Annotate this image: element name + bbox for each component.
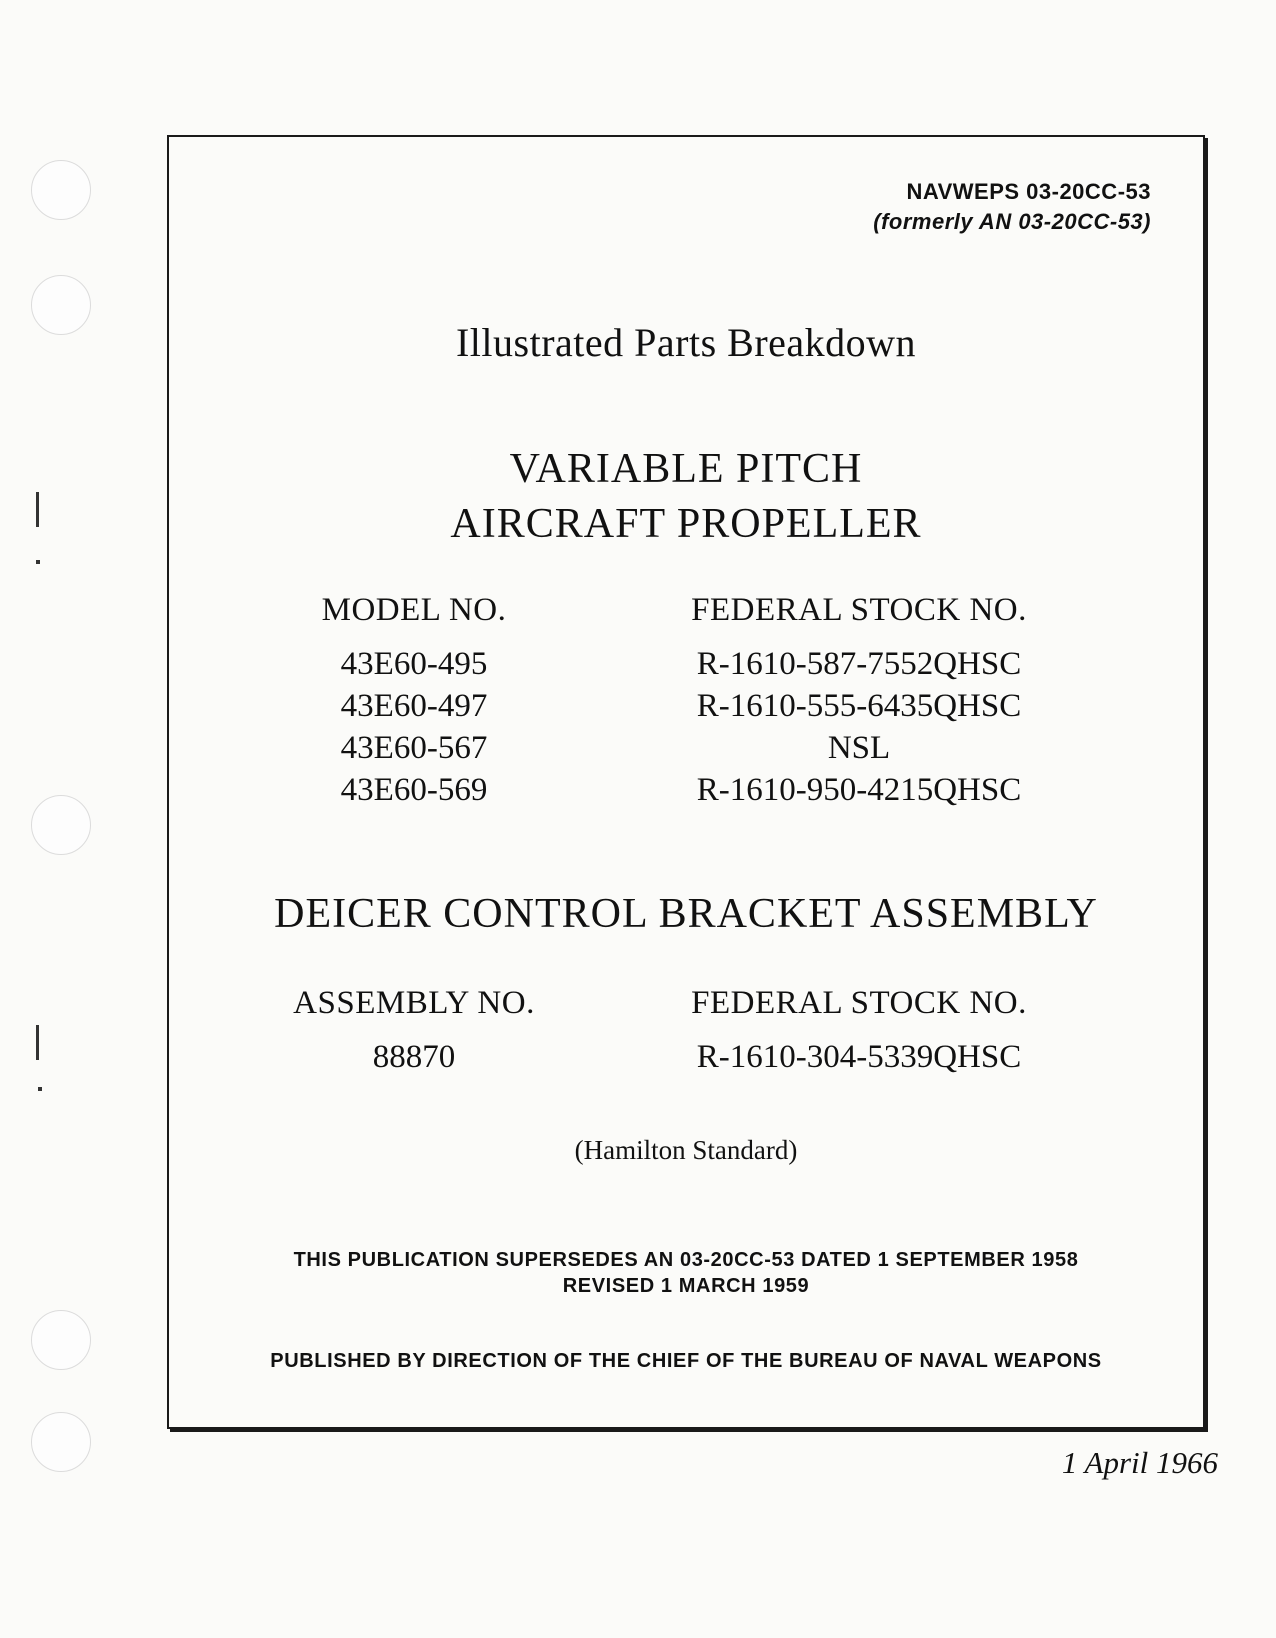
title-page-frame (167, 135, 1205, 1429)
federal-stock-header: FEDERAL STOCK NO. (691, 592, 1027, 628)
formerly-number: (formerly AN 03-20CC-53) (873, 209, 1151, 234)
supersedes-notice (169, 1247, 1203, 1299)
federal-stock-column (629, 589, 1089, 811)
product-title-line2: AIRCRAFT PROPELLER (450, 501, 922, 547)
assembly-stock-header: FEDERAL STOCK NO. (691, 985, 1027, 1021)
model-number: 43E60-495 (340, 646, 488, 682)
issue-date: 1 April 1966 (1061, 1445, 1218, 1480)
manufacturer: (Hamilton Standard) (574, 1135, 798, 1165)
assembly-stock-column (629, 982, 1089, 1078)
assembly-stock-number: R-1610-304-5339QHSC (696, 1039, 1022, 1075)
binder-hole (31, 1412, 91, 1472)
product-title-line1: VARIABLE PITCH (509, 446, 863, 492)
federal-stock-number: R-1610-555-6435QHSC (696, 688, 1022, 724)
assembly-number-column (249, 982, 579, 1078)
published-by: PUBLISHED BY DIRECTION OF THE CHIEF OF THE BUREAU OF NAVAL WEAPONS (270, 1350, 1102, 1372)
model-number: 43E60-497 (340, 688, 488, 724)
binder-hole (31, 160, 91, 220)
staple-mark (36, 560, 40, 564)
staple-mark (38, 1087, 42, 1091)
binder-hole (31, 1310, 91, 1370)
page-title: Illustrated Parts Breakdown (455, 320, 917, 365)
model-number: 43E60-567 (340, 730, 488, 766)
binder-hole (31, 275, 91, 335)
federal-stock-number: R-1610-950-4215QHSC (696, 772, 1022, 808)
assembly-number: 88870 (372, 1039, 456, 1075)
assembly-number-header: ASSEMBLY NO. (293, 985, 535, 1021)
staple-mark (36, 1025, 39, 1060)
document-number-block (873, 177, 1151, 237)
supersedes-line1: THIS PUBLICATION SUPERSEDES AN 03-20CC-53 DATED 1 SEPTEMBER 1958 (293, 1249, 1079, 1271)
model-number: 43E60-569 (340, 772, 488, 808)
product-title (169, 442, 1203, 552)
federal-stock-number: R-1610-587-7552QHSC (696, 646, 1022, 682)
assembly-title: DEICER CONTROL BRACKET ASSEMBLY (274, 891, 1098, 937)
model-number-column (264, 589, 564, 811)
model-number-header: MODEL NO. (321, 592, 507, 628)
staple-mark (36, 492, 39, 527)
federal-stock-number: NSL (827, 730, 891, 766)
binder-hole (31, 795, 91, 855)
doc-number: NAVWEPS 03-20CC-53 (906, 179, 1151, 204)
supersedes-line2: REVISED 1 MARCH 1959 (562, 1275, 810, 1297)
